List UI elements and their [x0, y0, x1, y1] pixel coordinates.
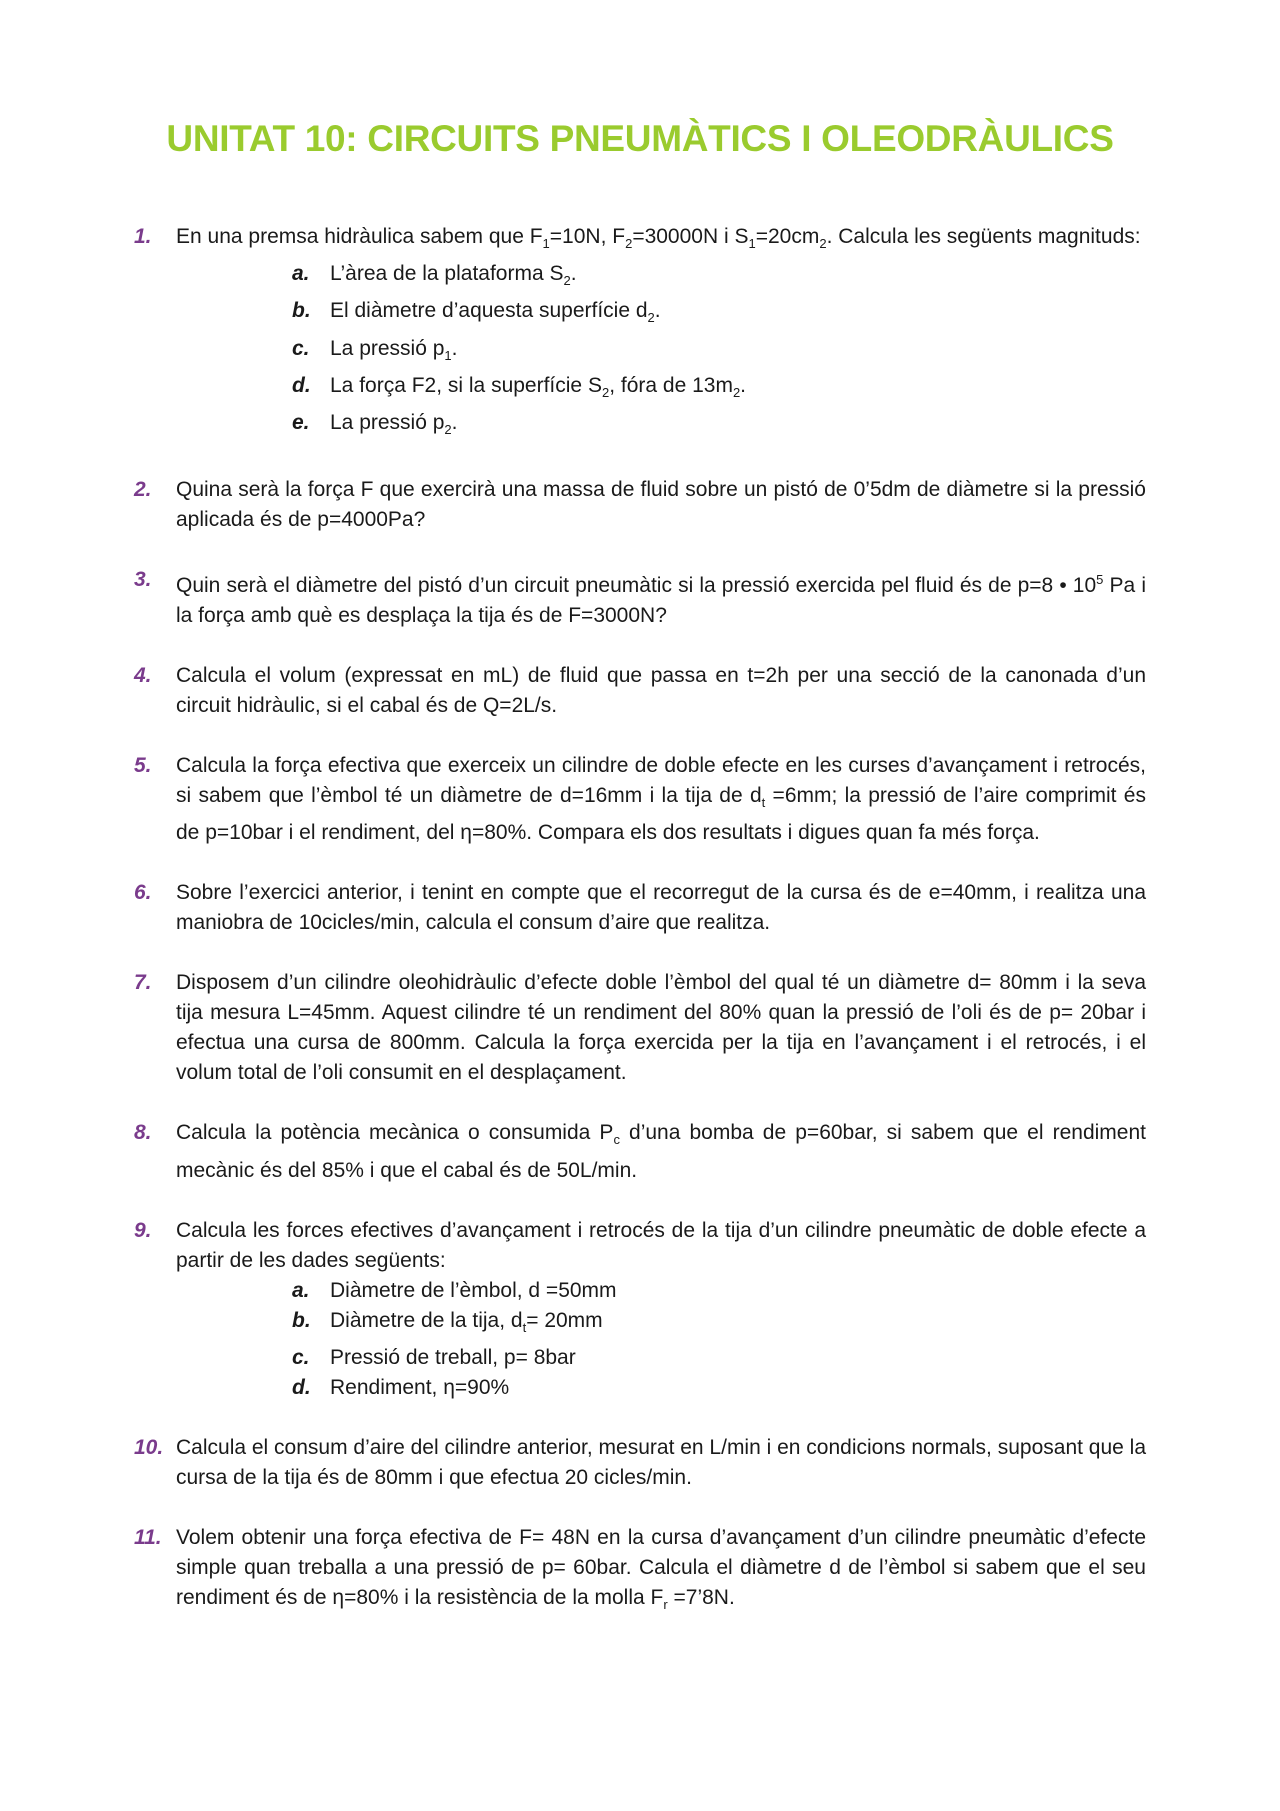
- exercise-text: Sobre l’exercici anterior, i tenint en compte que el recorregut de la cursa és de e=40mm, i realitza una maniobra de 10cicles/min, calcula el consum d’aire que realitza.: [176, 881, 1146, 935]
- exercise-number: 3.: [134, 568, 152, 592]
- sub-question-label: b.: [292, 299, 311, 323]
- sub-question: [292, 371, 1146, 408]
- sub-question-label: d.: [292, 373, 311, 397]
- sub-question-label: d.: [292, 1375, 311, 1399]
- exercise-number: 10.: [134, 1435, 164, 1459]
- sub-question: [292, 408, 1146, 445]
- sub-question: [292, 1306, 1146, 1343]
- exercise-text: Calcula la força efectiva que exerceix un cilindre de doble efecte en les curses d’avançament i retrocés, si sabem que l’èmbol té un diàmetre de d=16mm i la tija de $d_t =6mm$; la pressió de l’aire comprimit és de p=10bar i el rendiment, del η=80%. Compara els dos resultats i digues quan fa més força.: [176, 754, 1146, 845]
- exercise-item: [134, 1433, 1146, 1493]
- exercise-item: [134, 1523, 1146, 1620]
- sub-question-text: Pressió de treball, p= 8bar: [330, 1345, 576, 1369]
- exercise-item: [134, 1216, 1146, 1403]
- sub-question-text: Diàmetre de l’èmbol, d =50mm: [330, 1278, 617, 1302]
- sub-question-label: e.: [292, 410, 310, 434]
- sub-question: [292, 1343, 1146, 1373]
- exercise-text: Quin serà el diàmetre del pistó d’un circuit pneumàtic si la pressió exercida pel fluid és de p=8 • $10^5$ Pa i la força amb què es desplaça la tija és de F=3000N?: [176, 572, 1146, 628]
- exercise-number: 5.: [134, 754, 152, 778]
- exercise-item: [134, 751, 1146, 848]
- exercise-item: [134, 1118, 1146, 1185]
- sub-question-list: [176, 1276, 1146, 1403]
- sub-question-label: b.: [292, 1308, 311, 1332]
- sub-question-text: Rendiment, η=90%: [330, 1375, 510, 1399]
- exercise-text: Calcula les forces efectives d’avançament i retrocés de la tija d’un cilindre pneumàtic de doble efecte a partir de les dades següents:: [176, 1218, 1146, 1272]
- exercise-item: [134, 475, 1146, 535]
- sub-question: [292, 296, 1146, 333]
- sub-question-text: Diàmetre de la tija, $d_t= 20mm$: [330, 1308, 603, 1335]
- exercise-text: Volem obtenir una força efectiva de F= 48N en la cursa d’avançament d’un cilindre pneumàtic d’efecte simple quan treballa a una pressió de p= 60bar. Calcula el diàmetre d de l’èmbol si sabem que el seu rendiment és de η=80% i la resistència de la molla $F_r$ =7’8N.: [176, 1525, 1146, 1612]
- sub-question-text: El diàmetre d’aquesta superfície $d_2$.: [330, 299, 661, 326]
- sub-question: [292, 1373, 1146, 1403]
- exercise-number: 8.: [134, 1121, 152, 1145]
- exercise-item: [134, 565, 1146, 631]
- sub-question: [292, 259, 1146, 296]
- exercise-text: En una premsa hidràulica sabem que $F_1=10N$, $F_2=30000N$ i $S_1=20cm_2$. Calcula les següents magnituds:: [176, 225, 1141, 252]
- exercise-item: [134, 878, 1146, 938]
- exercise-number: 1.: [134, 225, 152, 248]
- sub-question-text: La pressió $p_1$.: [330, 336, 458, 363]
- exercise-text: Calcula la potència mecànica o consumida $P_c$ d’una bomba de p=60bar, si sabem que el rendiment mecànic és del 85% i que el cabal és de 50L/min.: [176, 1121, 1146, 1182]
- sub-question-text: La força F2, si la superfície $S_2$, fóra de $13m_2$.: [330, 373, 747, 400]
- exercise-number: 11.: [134, 1525, 162, 1549]
- exercise-item: [134, 661, 1146, 721]
- exercise-number: 4.: [134, 664, 152, 688]
- exercise-text: Quina serà la força F que exercirà una massa de fluid sobre un pistó de 0’5dm de diàmetre si la pressió aplicada és de p=4000Pa?: [176, 478, 1146, 532]
- exercise-number: 7.: [134, 971, 152, 995]
- exercise-item: [134, 222, 1146, 445]
- exercise-text: Calcula el consum d’aire del cilindre anterior, mesurat en L/min i en condicions normals, suposant que la cursa de la tija és de 80mm i que efectua 20 cicles/min.: [176, 1435, 1147, 1489]
- sub-question-label: c.: [292, 1345, 310, 1369]
- exercise-number: 9.: [134, 1218, 152, 1242]
- sub-question-label: a.: [292, 262, 310, 286]
- sub-question-label: c.: [292, 336, 310, 360]
- exercise-text: Disposem d’un cilindre oleohidràulic d’efecte doble l’èmbol del qual té un diàmetre d= 80mm i la seva tija mesura L=45mm. Aquest cilindre té un rendiment del 80% quan la pressió de l’oli és de p= 20bar i efectua una cursa de 800mm. Calcula la força exercida per la tija en l’avançament i el retrocés, i el volum total de l’oli consumit en el desplaçament.: [176, 971, 1146, 1085]
- exercise-text: Calcula el volum (expressat en mL) de fluid que passa en t=2h per una secció de la canonada d’un circuit hidràulic, si el cabal és de Q=2L/s.: [176, 664, 1146, 718]
- sub-question-text: L’àrea de la plataforma $S_2$.: [330, 262, 577, 289]
- sub-question-label: a.: [292, 1278, 310, 1302]
- sub-question-list: [176, 259, 1146, 445]
- exercise-item: [134, 968, 1146, 1088]
- page-title: UNITAT 10: CIRCUITS PNEUMÀTICS I OLEODRÀULICS: [166, 118, 1114, 159]
- sub-question: [292, 1276, 1146, 1306]
- exercise-number: 2.: [134, 478, 152, 502]
- exercise-list: [134, 222, 1146, 1650]
- exercise-number: 6.: [134, 881, 152, 905]
- sub-question-text: La pressió $p_2$.: [330, 410, 458, 438]
- sub-question: [292, 334, 1146, 371]
